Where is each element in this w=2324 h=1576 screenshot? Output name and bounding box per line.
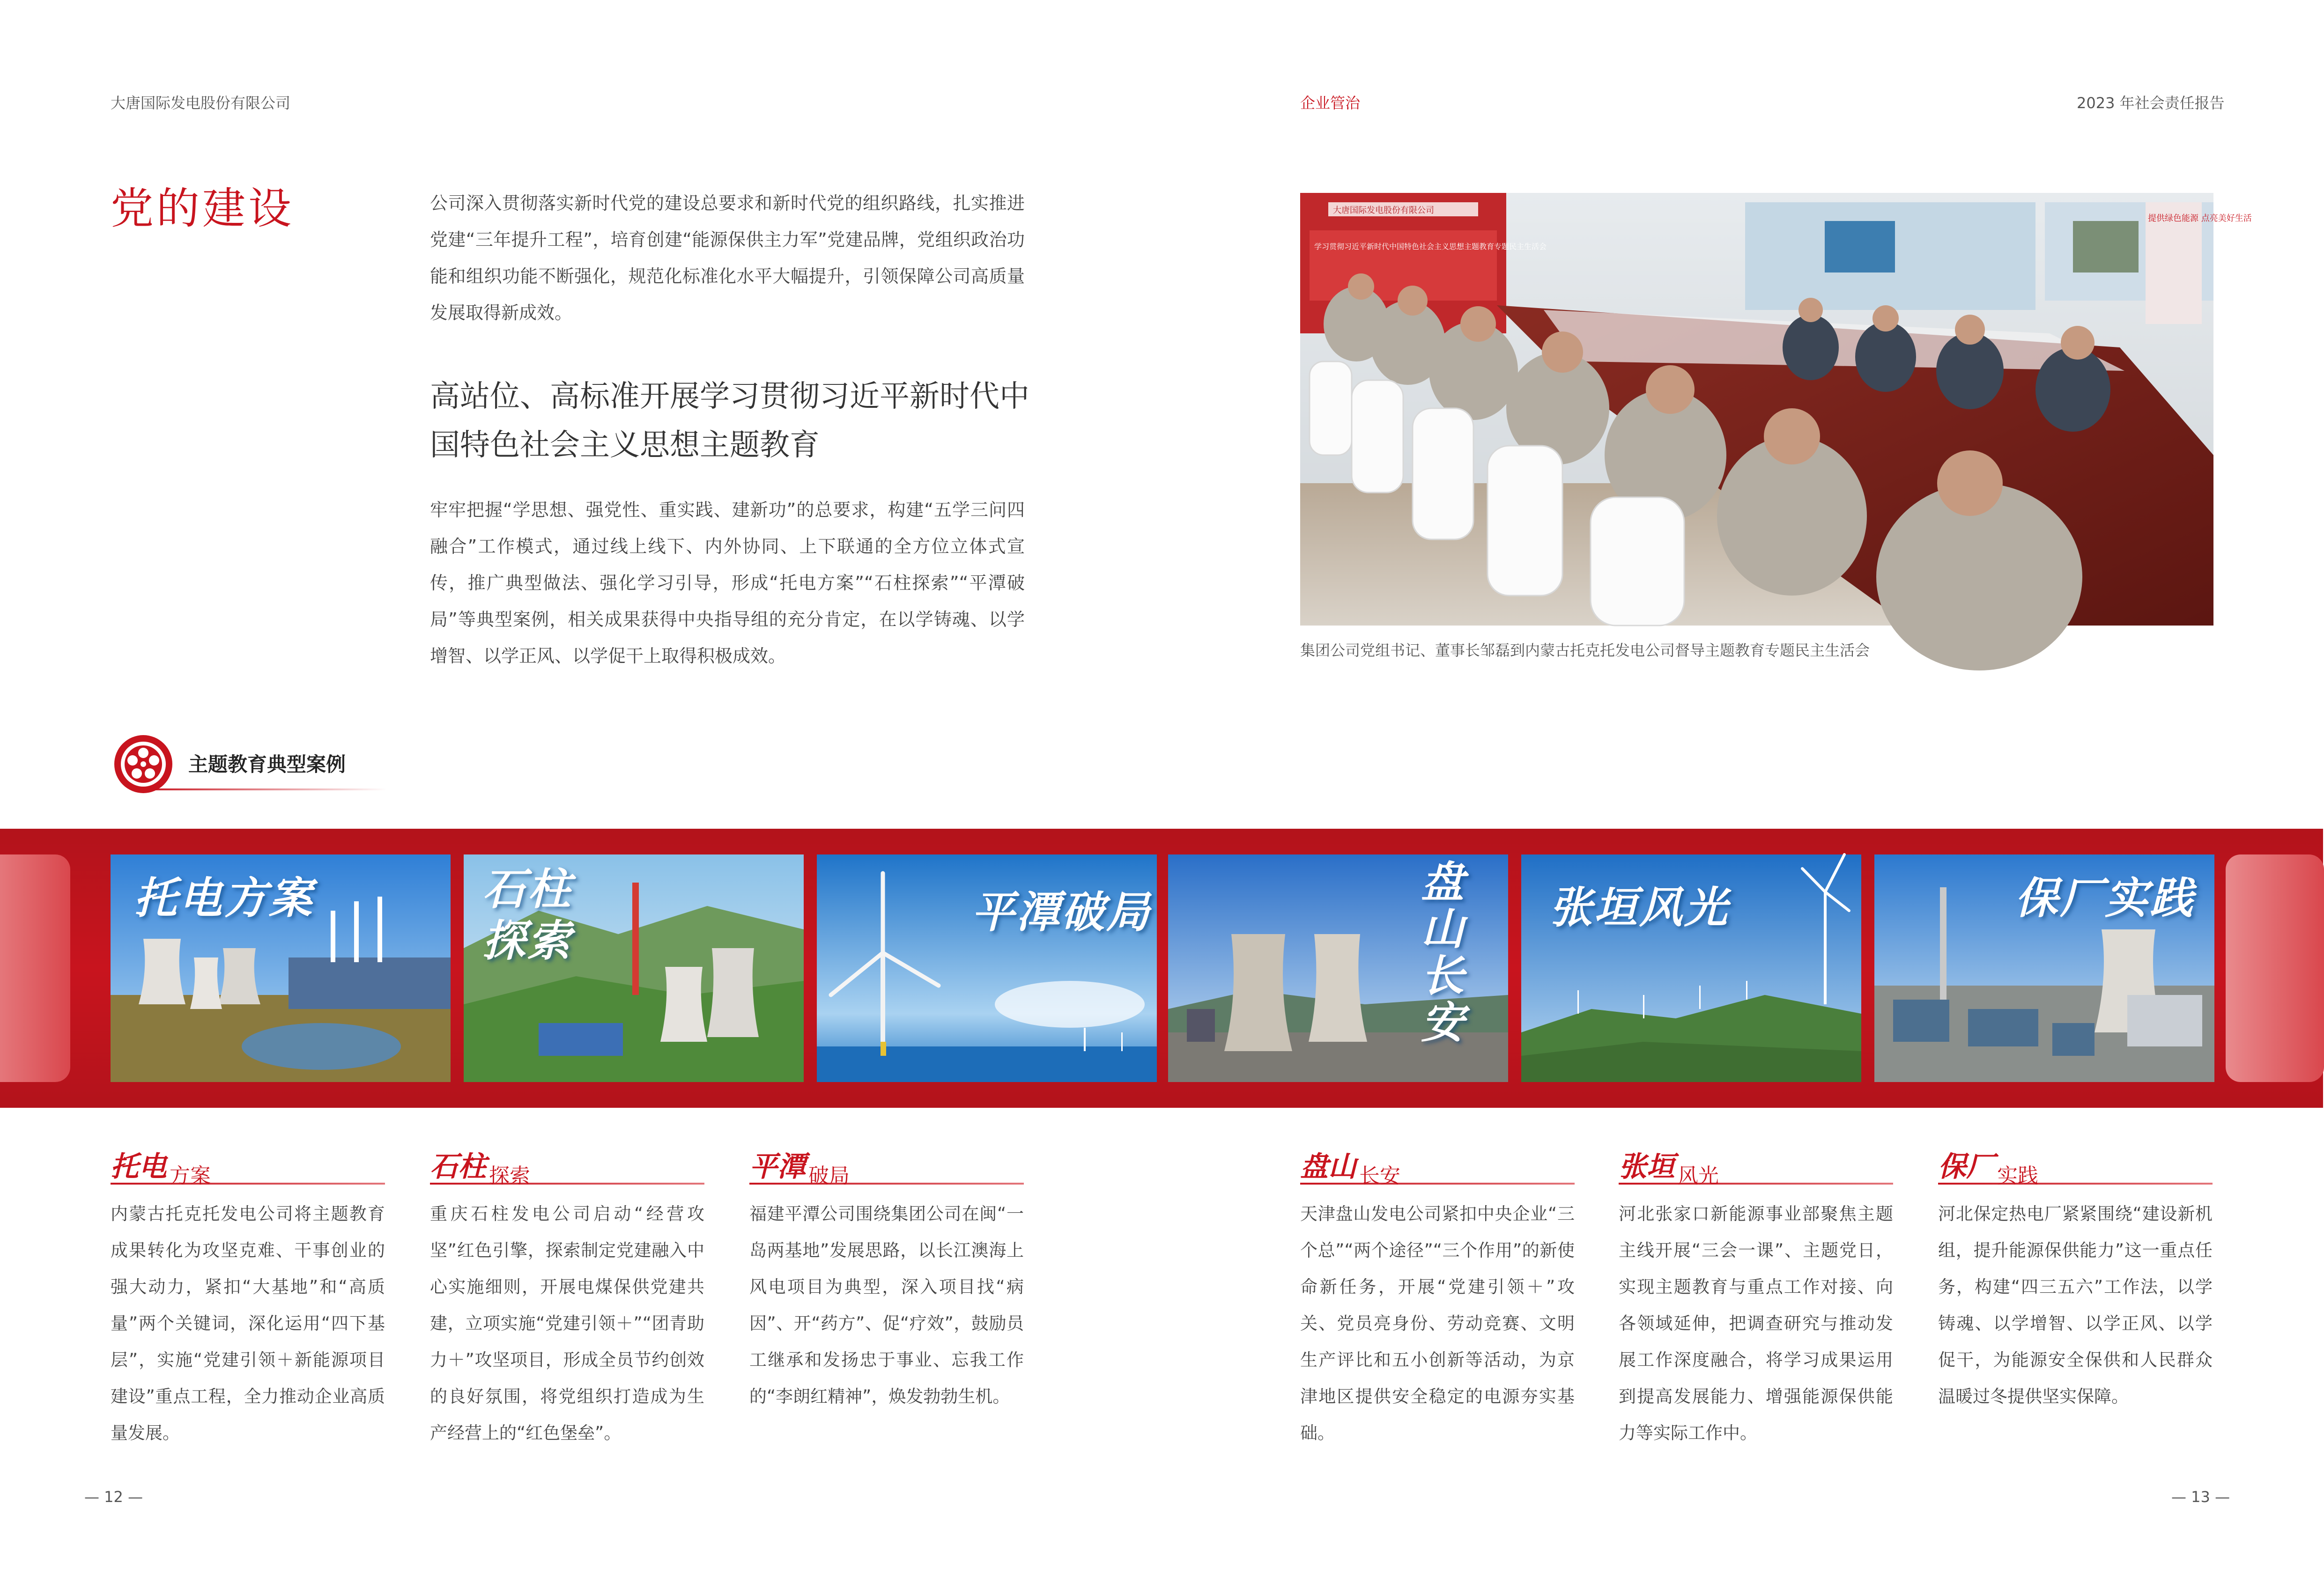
film-reel-icon [114,735,172,793]
case-4-text: 天津盘山发电公司紧扣中央企业“三个总”“两个途径”“三个作用”的新使命新任务，开展“党建引领＋”攻关、党员亮身份、劳动竞赛、文明生产评比和五小创新等活动，为京津地区提供安全稳定的电源夯实基础。 [1300,1204,1575,1443]
case-4 [1300,1150,1575,1451]
header-report: 2023 年社会责任报告 [2077,94,2225,112]
subheading: 高站位、高标准开展学习贯彻习近平新时代中国特色社会主义思想主题教育 [430,379,1029,463]
page-number-right: — 13 — [2171,1488,2230,1506]
case-image-5-title: 张垣风光 [1549,883,1730,933]
case-3-text: 福建平潭公司围绕集团公司在闽“一岛两基地”发展思路，以长江澳海上风电项目为典型，深入项目找“病因”、开“药方”、促“疗效”，鼓励员工继承和发扬忠于事业、忘我工作的“李朗红精神”，焕发勃勃生机。 [749,1204,1024,1407]
photo-logo-text: 大唐国际发电股份有限公司 [1333,206,1434,215]
case-2 [430,1150,704,1451]
header-section: 企业管治 [1300,94,1361,112]
case-2-title-big: 石柱 [430,1150,486,1183]
page-number-left: — 12 — [84,1488,143,1506]
case-2-text: 重庆石柱发电公司启动“经营攻坚”红色引擎，探索制定党建融入中心实施细则，开展电煤保供党建共建，立项实施“党建引领＋”“团青助力＋”攻坚项目，形成全员节约创效的良好氛围，将党组织打造成为生产经营上的“红色堡垒”。 [430,1204,704,1443]
case-6-text: 河北保定热电厂紧紧围绕“建设新机组，提升能源保供能力”这一重点任务，构建“四三五六”工作法，以学铸魂、以学增智、以学正风、以学促干，为能源安全保供和人民群众温暖过冬提供坚实保障。 [1938,1204,2213,1407]
case-1-title-small: 方案 [170,1164,211,1188]
case-5 [1619,1150,1893,1451]
case-image-4-title: 盘山长安 [1421,857,1466,1048]
case-3 [749,1150,1024,1415]
case-image-6-title: 保厂实践 [2015,873,2195,923]
case-6 [1938,1150,2213,1415]
case-image-3 [817,854,1157,1082]
band-stub-left [0,854,70,1082]
case-4-title-small: 长安 [1359,1164,1400,1188]
band-stub-right [2226,854,2324,1082]
case-image-1 [111,854,451,1082]
case-1-title-big: 托电 [111,1150,167,1183]
section-title: 党的建设 [111,184,295,234]
intro-paragraph: 公司深入贯彻落实新时代党的建设总要求和新时代党的组织路线，扎实推进党建“三年提升工程”，培育创建“能源保供主力军”党建品牌，党组织政治功能和组织功能不断强化，规范化标准化水平大幅提升，引领保障公司高质量发展取得新成效。 [430,193,1025,323]
case-image-1-title: 托电方案 [134,873,314,923]
case-1 [111,1150,385,1451]
case-3-title-big: 平潭 [749,1150,806,1183]
case-6-title-small: 实践 [1997,1164,2038,1188]
case-6-title-big: 保厂 [1938,1150,1994,1183]
header-company: 大唐国际发电股份有限公司 [111,94,291,112]
theme-label: 主题教育典型案例 [188,753,346,776]
photo-banner-text: 学习贯彻习近平新时代中国特色社会主义思想主题教育专题民主生活会 [1314,242,1547,251]
meeting-photo [1300,193,2252,626]
case-image-3-title: 平潭破局 [971,887,1152,937]
case-1-text: 内蒙古托克托发电公司将主题教育成果转化为攻坚克难、干事创业的强大动力，紧扣“大基地”和“高质量”两个关键词，深化运用“四下基层”，实施“党建引领＋新能源项目建设”重点工程，全力推动企业高质量发展。 [111,1204,385,1443]
case-image-2-title: 石柱探索 [482,864,573,966]
case-5-title-big: 张垣 [1619,1150,1675,1183]
case-5-title-small: 风光 [1678,1164,1719,1188]
case-4-title-big: 盘山 [1300,1150,1356,1183]
case-image-2 [464,854,804,1082]
case-image-6 [1874,854,2214,1082]
photo-wall-text: 提供绿色能源 点亮美好生活 [2148,214,2252,223]
photo-caption: 集团公司党组书记、董事长邹磊到内蒙古托克托发电公司督导主题教育专题民主生活会 [1300,641,1870,659]
case-image-4 [1168,854,1508,1082]
body-paragraph: 牢牢把握“学思想、强党性、重实践、建新功”的总要求，构建“五学三问四融合”工作模式，通过线上线下、内外协同、上下联通的全方位立体式宣传，推广典型做法、强化学习引导，形成“托电方案”“石柱探索”“平潭破局”等典型案例，相关成果获得中央指导组的充分肯定，在以学铸魂、以学增智、以学正风、以学促干上取得积极成效。 [430,500,1025,666]
case-5-text: 河北张家口新能源事业部聚焦主题主线开展“三会一课”、主题党日，实现主题教育与重点工作对接、向各领域延伸，把调查研究与推动发展工作深度融合，将学习成果运用到提高发展能力、增强能源保供能力等实际工作中。 [1619,1204,1893,1443]
case-image-5 [1521,854,1861,1082]
case-3-title-small: 破局 [808,1164,850,1188]
case-2-title-small: 探索 [489,1164,530,1188]
